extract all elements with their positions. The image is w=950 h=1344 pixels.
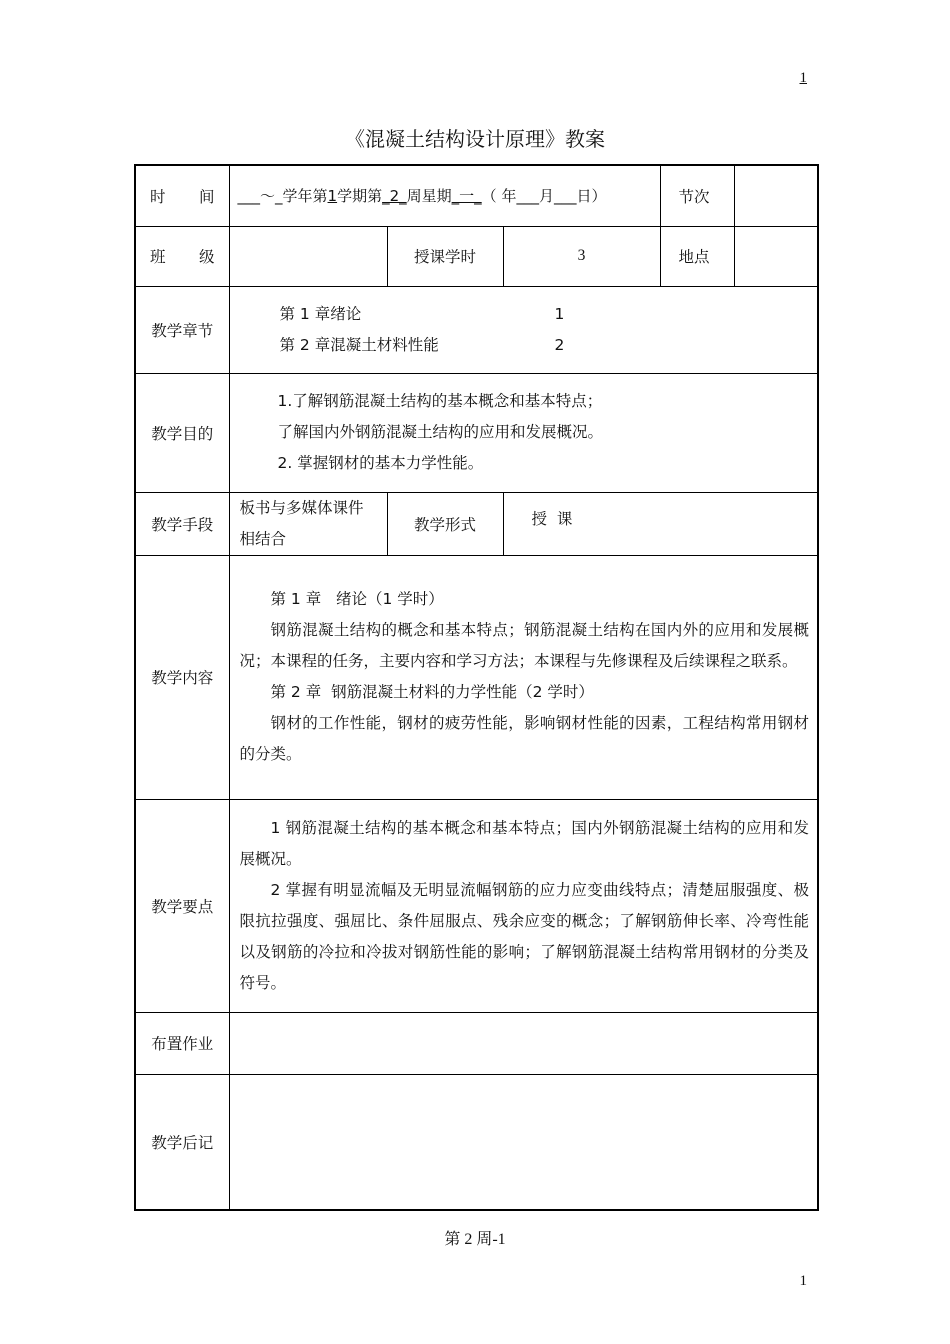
objective-line: 1.了解钢筋混凝土结构的基本概念和基本特点；: [277, 392, 603, 410]
objectives-label: 教学目的: [151, 424, 214, 443]
section-value-cell[interactable]: [734, 165, 818, 226]
chapter-name: 第 1 章绪论: [279, 304, 362, 323]
objective-line: 2. 掌握钢材的基本力学性能。: [277, 454, 484, 472]
objective-line: 了解国内外钢筋混凝土结构的应用和发展概况。: [277, 423, 604, 441]
section-label: 节次: [678, 187, 710, 206]
content-value-cell[interactable]: [229, 555, 818, 799]
row-time: [135, 165, 818, 226]
key-points-label: 教学要点: [151, 897, 214, 916]
text-weekday: 周星期: [406, 187, 452, 206]
row-chapters: [135, 286, 818, 373]
hours-label-cell: [387, 226, 503, 286]
week-number: _2_: [382, 187, 407, 206]
notes-label: 教学后记: [151, 1133, 214, 1152]
hours-label: 授课学时: [413, 248, 476, 266]
blank-day: ___: [553, 187, 577, 206]
page-footer: 第 2 周-1: [444, 1231, 506, 1248]
chapter-item: [230, 299, 818, 330]
homework-label: 布置作业: [151, 1035, 214, 1053]
key-point-paragraph: 1 钢筋混凝土结构的基本概念和基本特点；国内外钢筋混凝土结构的应用和发展概况。: [239, 818, 810, 868]
content-label: 教学内容: [151, 669, 214, 687]
objectives-value-cell[interactable]: [229, 373, 818, 492]
chapters-label: 教学章节: [151, 321, 214, 340]
content-label-cell: [135, 555, 229, 799]
form-value: 授 课: [531, 509, 573, 528]
key-point-paragraph: 2 掌握有明显流幅及无明显流幅钢筋的应力应变曲线特点；清楚屈服强度、极限抗拉强度、强屈比、条件屈服点、残余应变的概念；了解钢筋伸长率、冷弯性能以及钢筋的冷拉和冷拔对钢筋性能的影响；了解钢筋混凝土结构常用钢材的分类及符号。: [239, 880, 810, 992]
row-content: [135, 555, 818, 799]
blank-month: ___: [516, 187, 539, 206]
chapter-item: [230, 330, 818, 361]
class-value-cell[interactable]: [229, 226, 387, 286]
content-paragraph: 钢筋混凝土结构的概念和基本特点；钢筋混凝土结构在国内外的应用和发展概况；本课程的任务，主要内容和学习方法；本课程与先修课程及后续课程之联系。: [239, 621, 810, 670]
content-paragraph: 第 2 章 钢筋混凝土材料的力学性能（2 学时）: [270, 683, 594, 701]
weekday-value: _一_: [451, 187, 482, 206]
location-value-cell[interactable]: [734, 226, 818, 286]
text-day: 日）: [576, 187, 607, 206]
class-label-b: 级: [198, 248, 215, 266]
class-label-a: 班: [150, 248, 166, 266]
term-number: 1: [327, 187, 338, 206]
page-number-bottom: 1: [799, 1273, 807, 1289]
time-value-cell[interactable]: [229, 165, 660, 226]
lesson-plan-table: [134, 164, 819, 1211]
row-class: [135, 226, 818, 286]
hours-value: 3: [577, 247, 586, 264]
key-points-label-cell: [135, 799, 229, 1012]
homework-label-cell: [135, 1012, 229, 1074]
homework-value-cell[interactable]: [229, 1012, 818, 1074]
row-means: [135, 492, 818, 555]
row-objectives: [135, 373, 818, 492]
form-label-cell: [387, 492, 503, 555]
chapter-hours: 2: [554, 335, 565, 354]
time-label-a: 时: [150, 187, 166, 206]
text-term-week: 学期第: [337, 187, 383, 206]
text-year-term: 学年第: [282, 187, 328, 206]
form-label: 教学形式: [413, 515, 476, 534]
text-date-open: （ 年: [481, 187, 517, 206]
means-value: 板书与多媒体课件相结合: [239, 498, 364, 548]
location-label-cell: [660, 226, 734, 286]
form-value-cell[interactable]: [503, 492, 818, 555]
key-points-value-cell[interactable]: [229, 799, 818, 1012]
chapter-name: 第 2 章混凝土材料性能: [279, 335, 439, 354]
row-notes: [135, 1074, 818, 1210]
chapters-value-cell[interactable]: [229, 286, 818, 373]
means-label-cell: [135, 492, 229, 555]
class-label-cell: [135, 226, 229, 286]
time-label-cell: [135, 165, 229, 226]
blank-academic-years: ___～_: [237, 187, 283, 206]
text-month: 月: [538, 187, 554, 206]
content-paragraph: 第 1 章 绪论（1 学时）: [270, 590, 444, 608]
chapter-hours: 1: [554, 304, 565, 323]
row-homework: [135, 1012, 818, 1074]
section-label-cell: [660, 165, 734, 226]
time-label-b: 间: [198, 187, 215, 206]
document-title: 《混凝土结构设计原理》教案: [345, 127, 605, 151]
row-key-points: [135, 799, 818, 1012]
objectives-label-cell: [135, 373, 229, 492]
hours-value-cell[interactable]: [503, 226, 660, 286]
location-label: 地点: [678, 248, 710, 266]
means-value-cell[interactable]: [229, 492, 387, 555]
chapters-label-cell: [135, 286, 229, 373]
notes-label-cell: [135, 1074, 229, 1210]
notes-value-cell[interactable]: [229, 1074, 818, 1210]
content-paragraph: 钢材的工作性能，钢材的疲劳性能，影响钢材性能的因素，工程结构常用钢材的分类。: [239, 714, 810, 763]
page-number-top: 1: [799, 70, 807, 86]
means-label: 教学手段: [151, 515, 214, 534]
